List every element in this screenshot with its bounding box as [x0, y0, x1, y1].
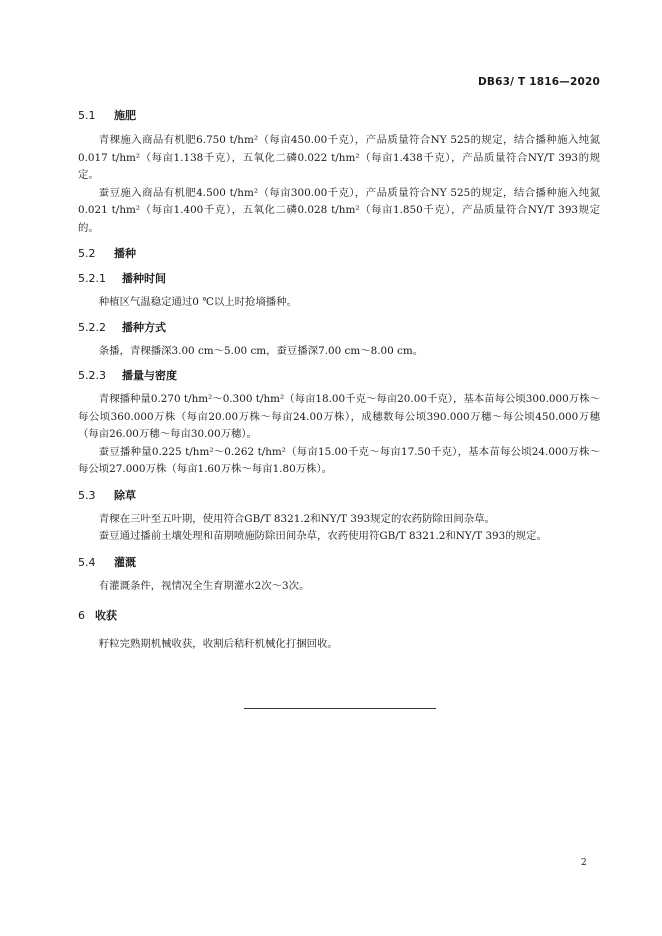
paragraph: 蚕豆通过播前土壤处理和苗期喷施防除田间杂草，农药使用符GB/T 8321.2和NY/T 393的规定。 [98, 530, 547, 542]
section-number: 5.3 [78, 488, 96, 502]
section-heading-5-3 [78, 488, 600, 504]
section-number: 6 [78, 609, 85, 622]
page-number: 2 [581, 858, 587, 868]
section-heading-5-2 [78, 246, 600, 262]
section-title: 播种 [114, 247, 136, 260]
paragraph: 蚕豆施入商品有机肥4.500 t/hm²（每亩300.00千克），产品质量符合NY 525的规定，结合播种施入纯氮0.021 t/hm²（每亩1.400千克），五氧化二磷0.028 t/hm²（每亩1.850千克），产品质量符合NY/T 393规定的。 [78, 186, 600, 234]
end-of-document-line [244, 708, 436, 709]
section-title: 播种方式 [122, 320, 166, 334]
section-heading-5-2-2 [78, 320, 600, 336]
document-body [78, 108, 600, 654]
paragraph: 青稞播种量0.270 t/hm²～0.300 t/hm²（每亩18.00千克～每亩20.00千克），基本苗每公顷300.000万株～每公顷360.000万株（每亩20.00万株～每亩24.00万株），成穗数每公顷390.000万穗～每公顷450.000万穗（每亩26.00万穗～每亩30.00万穗）。 [78, 393, 600, 440]
section-heading-5-2-3 [78, 368, 600, 384]
paragraph: 种植区气温稳定通过0 ℃以上时抢墒播种。 [98, 296, 297, 308]
section-title: 除草 [114, 488, 136, 502]
section-number: 5.2.2 [78, 320, 106, 334]
section-title: 灌溉 [114, 555, 136, 569]
paragraph: 蚕豆播种量0.225 t/hm²～0.262 t/hm²（每亩15.00千克～每亩17.50千克），基本苗每公顷24.000万株～每公顷27.000万株（每亩1.60万株～每亩1.80万株）。 [78, 445, 600, 475]
section-heading-5-2-1 [78, 271, 600, 287]
section-number: 5.4 [78, 555, 96, 569]
paragraph: 籽粒完熟期机械收获，收割后秸秆机械化打捆回收。 [98, 638, 338, 650]
section-heading-5-1 [78, 108, 600, 124]
section-title: 播种时间 [122, 272, 166, 285]
section-number: 5.1 [78, 109, 96, 122]
section-heading-5-4 [78, 555, 600, 571]
section-number: 5.2.3 [78, 369, 106, 382]
paragraph: 青稞在三叶至五叶期，使用符合GB/T 8321.2和NY/T 393规定的农药防除田间杂草。 [98, 512, 495, 525]
document-code: DB63/ T 1816—2020 [478, 76, 600, 88]
paragraph: 有灌溉条件，视情况全生育期灌水2次～3次。 [98, 579, 310, 592]
section-title: 施肥 [114, 109, 136, 122]
section-title: 收获 [95, 609, 117, 622]
section-number: 5.2.1 [78, 272, 106, 285]
section-title: 播量与密度 [122, 369, 177, 382]
paragraph: 条播，青稞播深3.00 cm～5.00 cm，蚕豆播深7.00 cm～8.00 cm。 [98, 344, 424, 357]
paragraph: 青稞施入商品有机肥6.750 t/hm²（每亩450.00千克），产品质量符合NY 525的规定，结合播种施入纯氮0.017 t/hm²（每亩1.138千克），五氧化二磷0.022 t/hm²（每亩1.438千克），产品质量符合NY/T 393的规定。 [78, 134, 600, 181]
section-heading-6 [78, 608, 600, 624]
section-number: 5.2 [78, 247, 96, 260]
